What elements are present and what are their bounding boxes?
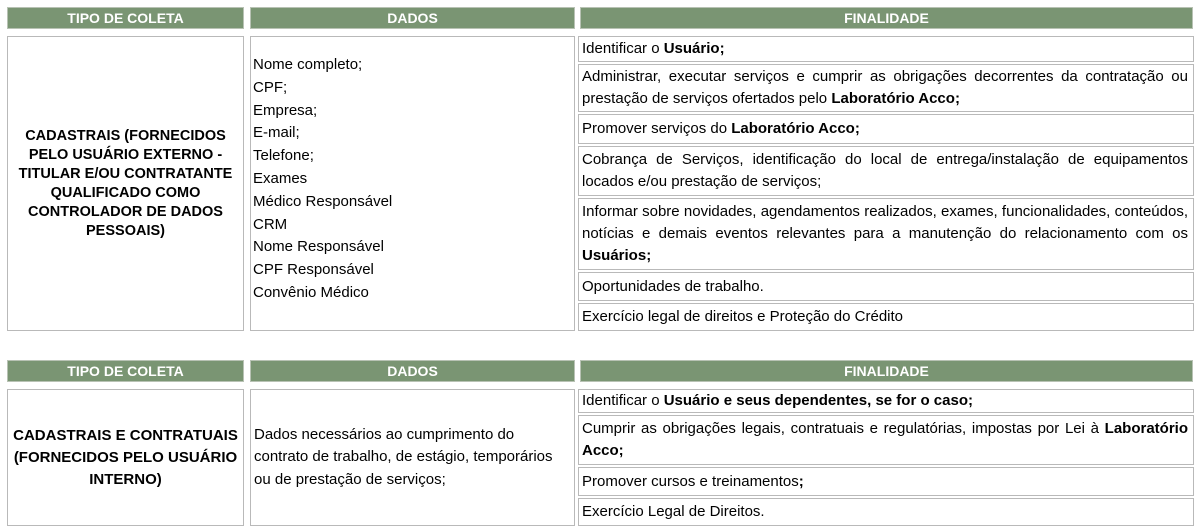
finalidade-item: Promover serviços do Laboratório Acco; <box>578 114 1194 144</box>
dados-item: CPF; <box>253 78 288 96</box>
finalidade-item: Promover cursos e treinamentos; <box>578 467 1194 496</box>
tipo-de-coleta-cell: CADASTRAIS (FORNECIDOS PELO USUÁRIO EXTERNO - TITULAR E/OU CONTRATANTE QUALIFICADO COMO CONTROLADOR DE DADOS PESSOAIS) <box>7 36 244 331</box>
dados-item: Exames <box>253 169 308 187</box>
dados-item: Médico Responsável <box>253 192 393 210</box>
finalidade-item: Identificar o Usuário; <box>578 36 1194 62</box>
header-dados: DADOS <box>250 7 575 29</box>
finalidade-item: Identificar o Usuário e seus dependentes, se for o caso; <box>578 389 1194 413</box>
dados-item: Convênio Médico <box>253 283 369 301</box>
finalidade-item: Exercício legal de direitos e Proteção do Crédito <box>578 303 1194 331</box>
table-coleta-interno <box>0 360 1197 528</box>
finalidade-column <box>578 36 1194 331</box>
header-tipo-de-coleta: TIPO DE COLETA <box>7 7 244 29</box>
header-dados: DADOS <box>250 360 575 382</box>
dados-item: CPF Responsável <box>253 261 374 279</box>
finalidade-column <box>578 389 1194 526</box>
dados-item: Telefone; <box>253 147 314 165</box>
finalidade-item: Cumprir as obrigações legais, contratuais e regulatórias, impostas por Lei à Laboratório Acco; <box>578 415 1194 465</box>
dados-list <box>250 36 575 331</box>
finalidade-item: Oportunidades de trabalho. <box>578 272 1194 301</box>
table-coleta-externo <box>0 7 1197 331</box>
finalidade-item: Cobrança de Serviços, identificação do local de entrega/instalação de equipamentos locados e/ou prestação de serviços; <box>578 146 1194 196</box>
header-finalidade: FINALIDADE <box>580 7 1193 29</box>
dados-item: Nome Responsável <box>253 238 384 256</box>
finalidade-item: Administrar, executar serviços e cumprir as obrigações decorrentes da contratação ou prestação de serviços ofertados pelo Laboratório Acco; <box>578 64 1194 112</box>
dados-item: Nome completo; <box>253 56 363 73</box>
dados-item: E-mail; <box>253 124 300 142</box>
header-tipo-de-coleta: TIPO DE COLETA <box>7 360 244 382</box>
header-finalidade: FINALIDADE <box>580 360 1193 382</box>
dados-item: CRM <box>253 215 288 233</box>
finalidade-item: Informar sobre novidades, agendamentos realizados, exames, funcionalidades, conteúdos, notícias e demais eventos relevantes para a manutenção do relacionamento com os Usuários; <box>578 198 1194 270</box>
dados-text: Dados necessários ao cumprimento do contrato de trabalho, de estágio, temporários ou de prestação de serviços; <box>250 389 575 526</box>
finalidade-item: Exercício Legal de Direitos. <box>578 498 1194 526</box>
dados-item: Empresa; <box>253 101 318 119</box>
tipo-de-coleta-cell: CADASTRAIS E CONTRATUAIS (FORNECIDOS PELO USUÁRIO INTERNO) <box>7 389 244 526</box>
